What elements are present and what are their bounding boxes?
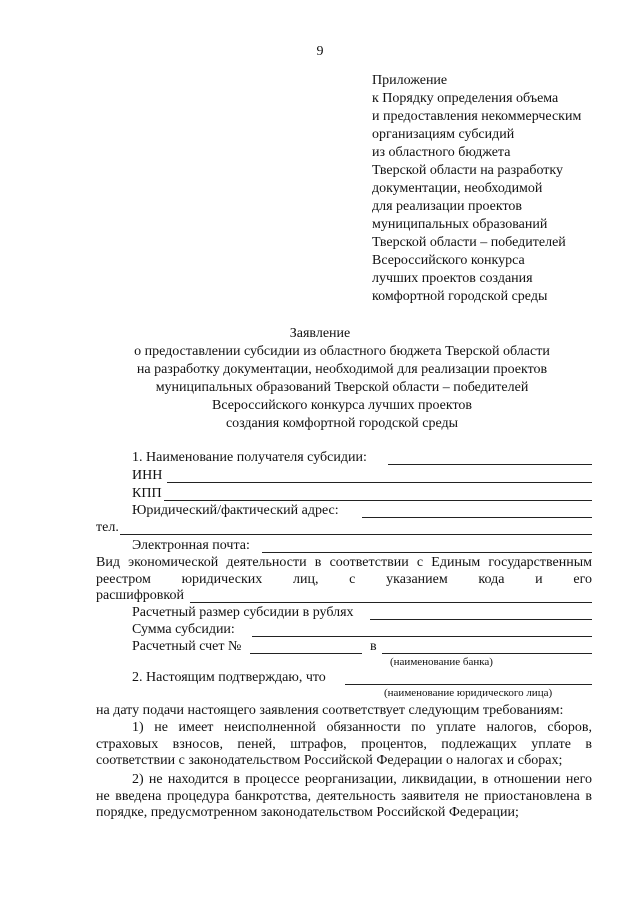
page-number: 9 xyxy=(316,44,324,59)
appendix-line: муниципальных образований xyxy=(372,217,548,232)
account-field[interactable] xyxy=(250,653,362,654)
phone-label: тел. xyxy=(96,520,119,535)
account-label: Расчетный счет № xyxy=(132,639,242,654)
kpp-label: КПП xyxy=(132,486,162,501)
amount-label: Сумма субсидии: xyxy=(132,622,235,637)
requirement-1: 1) не имеет неисполненной обязанности по уплате налогов, сборов, страховых взносов, пеней, штрафов, процентов, подлежащих уплате в соответствии с законодательством Российской Федерации о налогах и сборах; xyxy=(96,720,592,768)
activity-label-end: расшифровкой xyxy=(96,588,184,603)
bank-in-label: в xyxy=(370,639,377,654)
appendix-line: комфортной городской среды xyxy=(372,289,548,304)
appendix-line: организациям субсидий xyxy=(372,127,515,142)
address-label: Юридический/фактический адрес: xyxy=(132,503,339,518)
bank-field[interactable] xyxy=(382,653,592,654)
address-field[interactable] xyxy=(362,517,592,518)
title-line: Всероссийского конкурса лучших проектов xyxy=(211,398,473,413)
inn-label: ИНН xyxy=(132,468,163,483)
title-line: муниципальных образований Тверской области – победителей xyxy=(155,380,529,395)
activity-label: Вид экономической деятельности в соответствии с Единым государственным реестром юридических лиц, с указанием кода и его xyxy=(96,555,592,587)
bank-caption: (наименование банка) xyxy=(390,656,493,668)
appendix-line: Тверской области – победителей xyxy=(372,235,566,250)
entity-caption: (наименование юридического лица) xyxy=(384,687,553,699)
calc-amount-label: Расчетный размер субсидии в рублях xyxy=(132,605,354,620)
recipient-name-field[interactable] xyxy=(388,464,592,465)
title-line: о предоставлении субсидии из областного бюджета Тверской области xyxy=(134,344,550,359)
phone-field[interactable] xyxy=(120,534,592,535)
appendix-line: документации, необходимой xyxy=(372,181,543,196)
appendix-line: Тверской области на разработку xyxy=(372,163,564,178)
appendix-line: и предоставления некоммерческим xyxy=(372,109,582,124)
appendix-line: лучших проектов создания xyxy=(372,271,533,286)
recipient-name-label: 1. Наименование получателя субсидии: xyxy=(132,450,367,465)
entity-name-field[interactable] xyxy=(345,684,592,685)
title-line: создания комфортной городской среды xyxy=(225,416,459,431)
date-requirements-line: на дату подачи настоящего заявления соответствует следующим требованиям: xyxy=(96,703,564,718)
inn-field[interactable] xyxy=(167,482,592,483)
title-heading: Заявление xyxy=(289,326,351,341)
requirement-2: 2) не находится в процессе реорганизации, ликвидации, в отношении него не введена процедура банкротства, деятельность заявителя не приостановлена в порядке, предусмотренном законодательством Российской Федерации; xyxy=(96,772,592,820)
kpp-field[interactable] xyxy=(164,500,592,501)
appendix-line: к Порядку определения объема xyxy=(372,91,559,106)
appendix-line: Всероссийского конкурса xyxy=(372,253,525,268)
confirm-label: 2. Настоящим подтверждаю, что xyxy=(132,670,326,685)
email-label: Электронная почта: xyxy=(132,538,250,553)
title-line: на разработку документации, необходимой для реализации проектов xyxy=(136,362,548,377)
calc-amount-field[interactable] xyxy=(370,619,592,620)
activity-field[interactable] xyxy=(190,602,592,603)
email-field[interactable] xyxy=(262,552,592,553)
appendix-line: Приложение xyxy=(372,73,448,88)
amount-field[interactable] xyxy=(252,636,592,637)
appendix-line: из областного бюджета xyxy=(372,145,511,160)
appendix-line: для реализации проектов xyxy=(372,199,523,214)
